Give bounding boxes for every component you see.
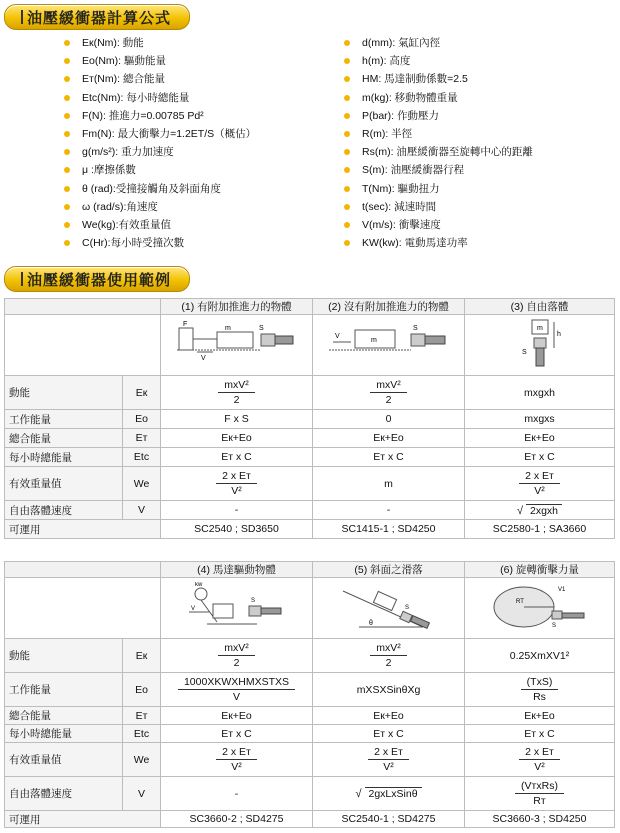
usage-table-2 xyxy=(4,561,615,828)
bullet-dot-icon xyxy=(344,204,350,210)
formula-text: h(m): 高度 xyxy=(362,55,411,68)
bullet-dot-icon xyxy=(64,95,70,101)
formula-item xyxy=(340,198,533,216)
formula-item xyxy=(60,180,256,198)
formula-list-right xyxy=(340,34,533,252)
bullet-dot-icon xyxy=(64,58,70,64)
row-symbol-fall-speed: V xyxy=(123,501,161,520)
formula-text: T(Nm): 驅動扭力 xyxy=(362,182,440,195)
formula-text: We(kg):有效重量值 xyxy=(82,218,172,231)
row-label-fall-speed: 自由落體速度 xyxy=(5,777,123,811)
usage-section-banner xyxy=(4,266,190,292)
svg-text:F: F xyxy=(182,320,187,328)
cell-weight-2: m xyxy=(313,467,465,501)
svg-text:θ: θ xyxy=(368,619,373,627)
formula-text: F(N): 推進力=0.00785 Pd² xyxy=(82,109,204,122)
formula-text: Rs(m): 油壓緩衝器至旋轉中心的距離 xyxy=(362,146,533,159)
svg-text:V: V xyxy=(200,354,206,362)
formula-item xyxy=(340,143,533,161)
svg-text:S: S xyxy=(521,348,527,356)
formula-text: μ :摩擦係數 xyxy=(82,164,136,177)
bullet-dot-icon xyxy=(344,167,350,173)
cell-weight-6: $\frac{\text{2 x Eт}}{\text{V²}}$ xyxy=(465,743,615,777)
svg-text:V: V xyxy=(190,605,195,612)
formula-text: C(Hr):每小時受撞次數 xyxy=(82,237,185,250)
cell-total-2: Eк+Eo xyxy=(313,429,465,448)
cell-weight-5: $\frac{\text{2 x Eт}}{\text{V²}}$ xyxy=(313,743,465,777)
formula-item xyxy=(60,125,256,143)
cell-work-4: $\frac{\text{1000XKWXHMXSTXS}}{V}$ xyxy=(161,673,313,707)
cell-work-1: F x S xyxy=(161,410,313,429)
row-symbol-effective-weight: We xyxy=(123,467,161,501)
row-symbol-work: Eo xyxy=(123,673,161,707)
formula-item xyxy=(340,34,533,52)
cell-speed-1: - xyxy=(161,501,313,520)
diagram-spacer xyxy=(5,578,161,639)
cell-work-3: mxgxs xyxy=(465,410,615,429)
bullet-dot-icon xyxy=(64,186,70,192)
row-symbol-hourly: Etc xyxy=(123,448,161,467)
row-label-fall-speed: 自由落體速度 xyxy=(5,501,123,520)
diagram-case-6 xyxy=(465,578,615,639)
bullet-dot-icon xyxy=(64,167,70,173)
header-case-3: (3) 自由落體 xyxy=(465,299,615,315)
bullet-dot-icon xyxy=(64,113,70,119)
formula-item xyxy=(340,89,533,107)
cell-hourly-1: Eт x C xyxy=(161,448,313,467)
cell-models-1: SC2540 ; SD3650 xyxy=(161,520,313,539)
svg-text:S: S xyxy=(551,622,556,629)
formula-text: HM: 馬達制動係數=2.5 xyxy=(362,73,468,86)
row-label-hourly: 每小時總能量 xyxy=(5,725,123,743)
cell-kinetic-2: $\frac{\text{mxV²}}{2}$ xyxy=(313,376,465,410)
usage-table-1 xyxy=(4,298,615,539)
cell-work-2: 0 xyxy=(313,410,465,429)
cell-kinetic-3: mxgxh xyxy=(465,376,615,410)
bullet-dot-icon xyxy=(344,113,350,119)
row-symbol-total: Eт xyxy=(123,429,161,448)
svg-text:h: h xyxy=(556,330,561,338)
formula-text: ω (rad/s):角速度 xyxy=(82,200,158,213)
formula-text: d(mm): 氣缸內徑 xyxy=(362,37,441,49)
formula-text: θ (rad):受撞接觸角及斜面角度 xyxy=(82,182,221,195)
bullet-dot-icon xyxy=(344,240,350,246)
bullet-dot-icon xyxy=(64,131,70,137)
row-label-effective-weight: 有效重量值 xyxy=(5,467,123,501)
formula-item xyxy=(60,143,256,161)
cell-speed-6: $\frac{\text{(VтxRs)}}{Rт}$ xyxy=(465,777,615,811)
cell-speed-5: √ 2gxLxSinθ xyxy=(313,777,465,811)
cell-hourly-5: Eт x C xyxy=(313,725,465,743)
diagram-case-1 xyxy=(161,315,313,376)
row-symbol-kinetic: Eк xyxy=(123,376,161,410)
banner-bar xyxy=(21,272,23,286)
formula-item xyxy=(60,34,256,52)
bullet-dot-icon xyxy=(344,186,350,192)
formula-text: P(bar): 作動壓力 xyxy=(362,109,440,122)
row-symbol-fall-speed: V xyxy=(123,777,161,811)
row-label-kinetic: 動能 xyxy=(5,639,123,673)
formula-item xyxy=(60,107,256,125)
formula-item xyxy=(340,107,533,125)
svg-text:S: S xyxy=(250,597,255,604)
formula-item xyxy=(60,234,256,252)
cell-total-3: Eк+Eo xyxy=(465,429,615,448)
bullet-dot-icon xyxy=(64,240,70,246)
row-symbol-hourly: Etc xyxy=(123,725,161,743)
formula-item xyxy=(60,70,256,88)
cell-hourly-6: Eт x C xyxy=(465,725,615,743)
formula-text: R(m): 半徑 xyxy=(362,127,413,140)
formula-item xyxy=(340,216,533,234)
svg-text:RT: RT xyxy=(515,598,524,605)
cell-hourly-4: Eт x C xyxy=(161,725,313,743)
cell-total-6: Eк+Eo xyxy=(465,707,615,725)
bullet-dot-icon xyxy=(344,76,350,82)
formula-text: Fm(N): 最大衝擊力=1.2ET/S（概估） xyxy=(82,127,257,140)
svg-text:kw: kw xyxy=(194,581,202,588)
cell-models-4: SC3660-2 ; SD4275 xyxy=(161,811,313,828)
row-label-total: 總合能量 xyxy=(5,707,123,725)
formula-item xyxy=(340,70,533,88)
row-label-total: 總合能量 xyxy=(5,429,123,448)
cell-hourly-3: Eт x C xyxy=(465,448,615,467)
row-symbol-effective-weight: We xyxy=(123,743,161,777)
cell-work-6: $\frac{\text{(TxS)}}{Rs}$ xyxy=(465,673,615,707)
formula-text: Eк(Nm): 動能 xyxy=(82,37,144,49)
formula-item xyxy=(60,52,256,70)
formula-text: Eo(Nm): 驅動能量 xyxy=(82,55,166,68)
svg-text:S: S xyxy=(404,604,409,611)
bullet-dot-icon xyxy=(64,40,70,46)
cell-kinetic-5: $\frac{\text{mxV²}}{2}$ xyxy=(313,639,465,673)
formula-item xyxy=(340,234,533,252)
formula-list-left xyxy=(60,34,256,252)
diagram-case-5 xyxy=(313,578,465,639)
formula-text: g(m/s²): 重力加速度 xyxy=(82,146,174,159)
bullet-dot-icon xyxy=(344,131,350,137)
formula-item xyxy=(60,161,256,179)
cell-models-6: SC3660-3 ; SD4250 xyxy=(465,811,615,828)
cell-models-5: SC2540-1 ; SD4275 xyxy=(313,811,465,828)
row-symbol-work: Eo xyxy=(123,410,161,429)
cell-kinetic-1: $\frac{\text{mxV²}}{2}$ xyxy=(161,376,313,410)
row-label-kinetic: 動能 xyxy=(5,376,123,410)
cell-hourly-2: Eт x C xyxy=(313,448,465,467)
formula-text: V(m/s): 衝擊速度 xyxy=(362,218,441,231)
cell-weight-3: $\frac{\text{2 x Eт}}{\text{V²}}$ xyxy=(465,467,615,501)
formula-item xyxy=(340,180,533,198)
row-symbol-kinetic: Eк xyxy=(123,639,161,673)
diagram-case-2 xyxy=(313,315,465,376)
cell-speed-3: √ 2xgxh xyxy=(465,501,615,520)
table-corner xyxy=(5,299,161,315)
header-case-1: (1) 有附加推進力的物體 xyxy=(161,299,313,315)
header-case-2: (2) 沒有附加推進力的物體 xyxy=(313,299,465,315)
bullet-dot-icon xyxy=(344,222,350,228)
svg-text:V: V xyxy=(334,332,340,340)
cell-models-3: SC2580-1 ; SA3660 xyxy=(465,520,615,539)
table-corner xyxy=(5,562,161,578)
formula-item xyxy=(340,52,533,70)
formula-section-banner xyxy=(4,4,190,30)
bullet-dot-icon xyxy=(344,149,350,155)
svg-text:m: m xyxy=(224,324,231,332)
bullet-dot-icon xyxy=(344,40,350,46)
formula-item xyxy=(340,125,533,143)
bullet-dot-icon xyxy=(64,76,70,82)
svg-text:S: S xyxy=(412,324,418,332)
diagram-spacer xyxy=(5,315,161,376)
bullet-dot-icon xyxy=(64,149,70,155)
bullet-dot-icon xyxy=(64,204,70,210)
formula-text: KW(kw): 電動馬達功率 xyxy=(362,237,468,250)
cell-speed-2: - xyxy=(313,501,465,520)
cell-kinetic-4: $\frac{\text{mxV²}}{2}$ xyxy=(161,639,313,673)
formula-text: Etc(Nm): 每小時總能量 xyxy=(82,91,190,104)
svg-text:m: m xyxy=(536,324,543,332)
row-label-work: 工作能量 xyxy=(5,410,123,429)
svg-text:m: m xyxy=(370,336,377,344)
cell-total-4: Eк+Eo xyxy=(161,707,313,725)
row-label-effective-weight: 有效重量值 xyxy=(5,743,123,777)
usage-section-title: 油壓緩衝器使用範例 xyxy=(27,271,172,289)
formula-text: Eт(Nm): 總合能量 xyxy=(82,73,165,86)
formula-text: S(m): 油壓緩衝器行程 xyxy=(362,164,465,177)
cell-speed-4: - xyxy=(161,777,313,811)
bullet-dot-icon xyxy=(344,95,350,101)
formula-section-title: 油壓緩衝器計算公式 xyxy=(27,9,172,27)
formula-item xyxy=(60,216,256,234)
formula-text: m(kg): 移動物體重量 xyxy=(362,91,458,104)
diagram-case-4 xyxy=(161,578,313,639)
formula-text: t(sec): 減速時間 xyxy=(362,200,437,213)
row-label-models: 可運用 xyxy=(5,811,161,828)
cell-weight-4: $\frac{\text{2 x Eт}}{\text{V²}}$ xyxy=(161,743,313,777)
bullet-dot-icon xyxy=(344,58,350,64)
formula-item xyxy=(60,89,256,107)
diagram-case-3 xyxy=(465,315,615,376)
svg-text:S: S xyxy=(258,324,264,332)
header-case-5: (5) 斜面之滑落 xyxy=(313,562,465,578)
cell-models-2: SC1415-1 ; SD4250 xyxy=(313,520,465,539)
row-label-hourly: 每小時總能量 xyxy=(5,448,123,467)
svg-text:V1: V1 xyxy=(557,586,565,593)
bullet-dot-icon xyxy=(64,222,70,228)
banner-bar xyxy=(21,10,23,24)
cell-total-1: Eк+Eo xyxy=(161,429,313,448)
formula-item xyxy=(340,161,533,179)
row-label-work: 工作能量 xyxy=(5,673,123,707)
cell-total-5: Eк+Eo xyxy=(313,707,465,725)
formula-item xyxy=(60,198,256,216)
cell-kinetic-6: 0.25XmXV1² xyxy=(465,639,615,673)
row-symbol-total: Eт xyxy=(123,707,161,725)
cell-weight-1: $\frac{\text{2 x Eт}}{\text{V²}}$ xyxy=(161,467,313,501)
cell-work-5: mXSXSinθXg xyxy=(313,673,465,707)
header-case-6: (6) 旋轉衝擊力量 xyxy=(465,562,615,578)
row-label-models: 可運用 xyxy=(5,520,161,539)
header-case-4: (4) 馬達驅動物體 xyxy=(161,562,313,578)
